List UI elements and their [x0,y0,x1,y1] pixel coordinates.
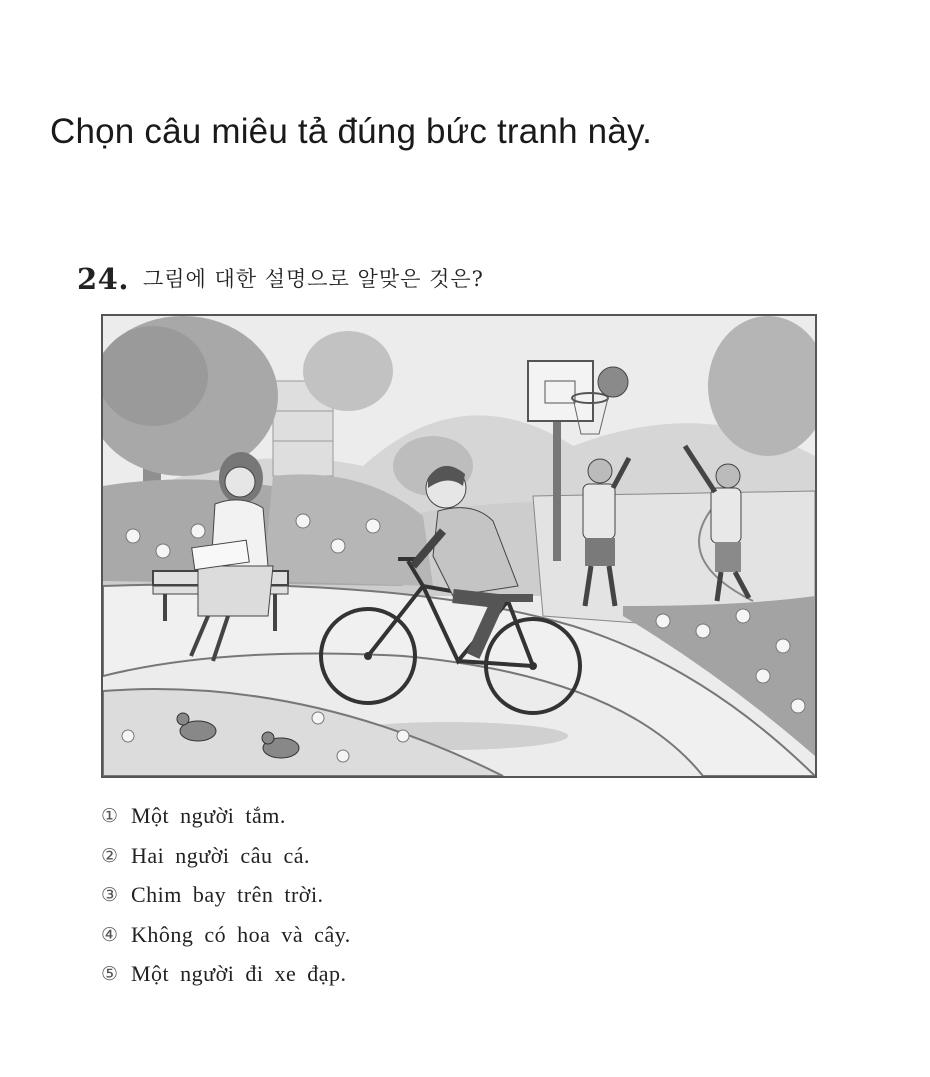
choice-1[interactable] [101,803,351,843]
choice-5[interactable] [101,961,351,1001]
choice-5-text: Một người đi xe đạp. [131,961,347,986]
choice-3[interactable] [101,882,351,922]
choice-2[interactable] [101,843,351,883]
park-illustration [101,314,817,778]
choice-2-number: ② [101,844,119,867]
choice-3-text: Chim bay trên trời. [131,882,324,907]
question-header [77,262,484,296]
question-text: 그림에 대한 설명으로 알맞은 것은? [142,267,484,291]
choice-4-text: Không có hoa và cây. [131,921,351,947]
instruction-text: Chọn câu miêu tả đúng bức tranh này. [50,112,653,151]
question-number: 24. [77,262,129,296]
choice-3-number: ③ [101,884,119,906]
choice-5-number: ⑤ [101,963,119,985]
choice-2-text: Hai người câu cá. [131,842,310,868]
choice-4[interactable] [101,922,351,962]
choice-4-number: ④ [101,923,119,946]
answer-choices [101,803,351,1001]
choice-1-text: Một người tắm. [131,803,286,828]
choice-1-number: ① [101,805,119,827]
